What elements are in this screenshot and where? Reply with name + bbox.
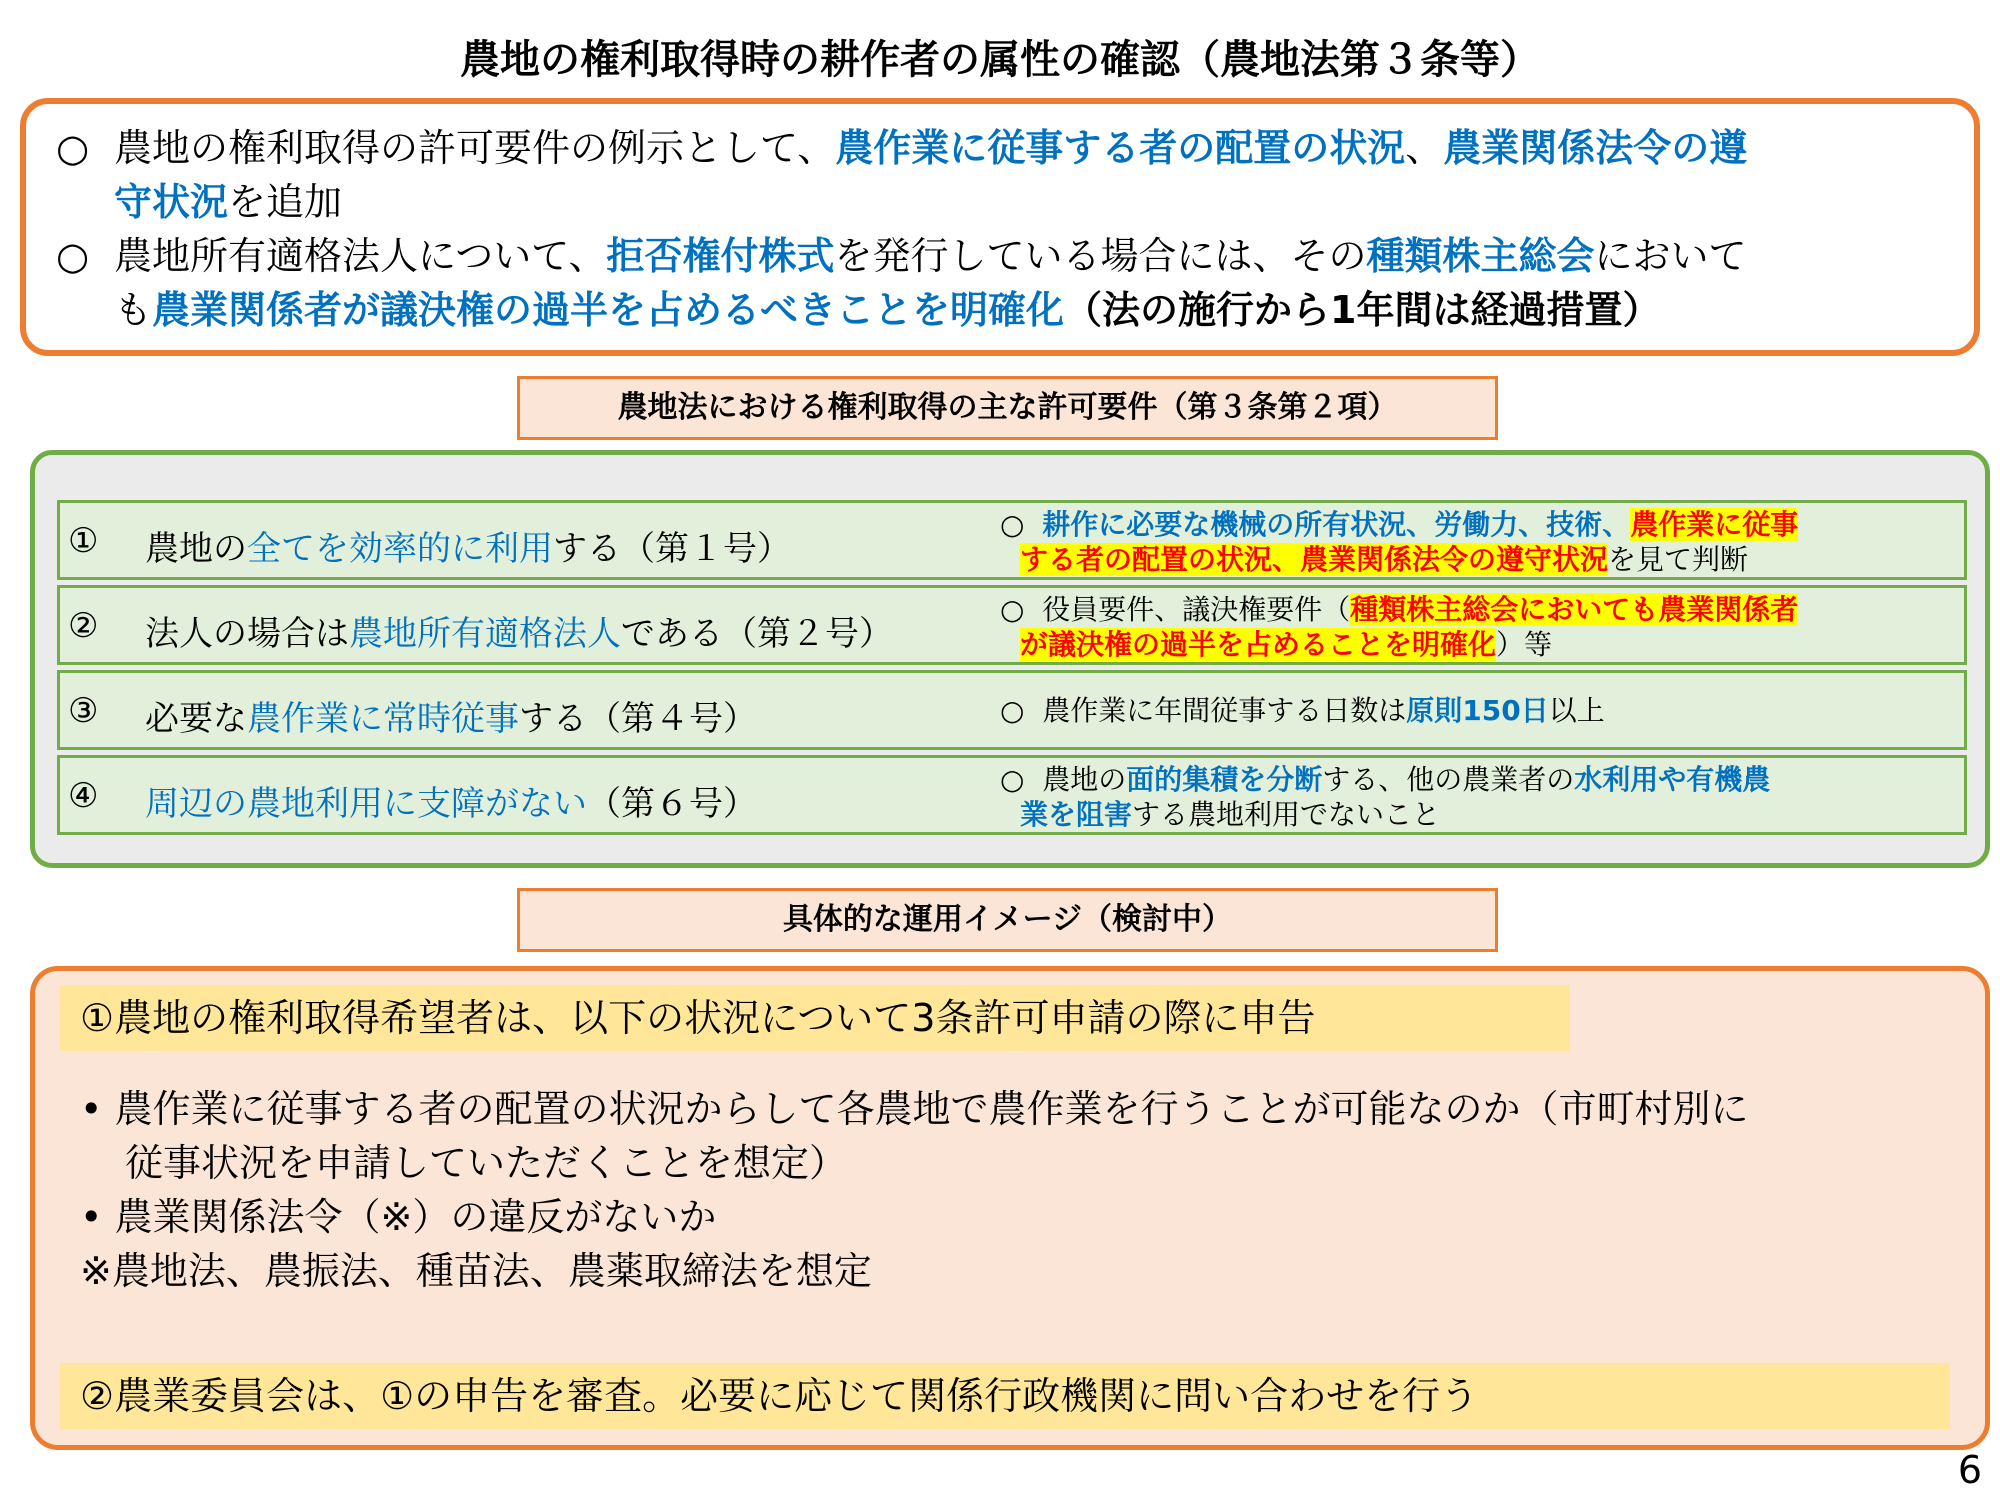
requirement-row-4	[57, 755, 1967, 835]
text: 農作業に年間従事する日数は	[1042, 694, 1407, 727]
note-line: ※農地法、農振法、種苗法、農薬取締法を想定	[80, 1249, 872, 1293]
text: 農地の	[145, 529, 247, 569]
step-1-bar: ①農地の権利取得希望者は、以下の状況について3条許可申請の際に申告	[60, 985, 1570, 1051]
text-emphasis: 水利用や有機農	[1574, 763, 1771, 796]
text-emphasis: 周辺の農地利用に支障がない	[145, 784, 587, 824]
step-2-bar: ②農業委員会は、①の申告を審査。必要に応じて関係行政機関に問い合わせを行う	[60, 1363, 1950, 1429]
row-number: ①	[68, 521, 99, 561]
text: 以上	[1548, 694, 1605, 727]
requirement-text	[145, 521, 791, 570]
text: も	[114, 288, 153, 332]
requirement-row-2	[57, 585, 1967, 665]
text-emphasis: 農地所有適格法人	[349, 614, 621, 654]
text: を発行している場合には、その	[834, 234, 1367, 278]
requirements-panel	[30, 450, 1990, 868]
bullet-circle: ○	[1000, 508, 1025, 541]
text-emphasis: 農業関係法令の遵	[1443, 126, 1748, 170]
text: ）等	[1496, 628, 1553, 661]
text: する（第１号）	[553, 529, 791, 569]
text: する（第４号）	[519, 699, 757, 739]
page-number: 6	[1957, 1448, 1982, 1492]
text: 必要な	[145, 699, 247, 739]
text-emphasis: 農作業に常時従事	[247, 699, 519, 739]
text-emphasis: 耕作に必要な機械の所有状況、労働力、技術、	[1042, 508, 1631, 541]
detail-line-2	[1000, 542, 1960, 577]
page-title: 農地の権利取得時の耕作者の属性の確認（農地法第３条等）	[460, 37, 1540, 83]
requirements-label: 農地法における権利取得の主な許可要件（第３条第２項）	[517, 376, 1498, 440]
text-emphasis: 面的集積を分断	[1126, 763, 1323, 796]
detail-line-2	[1000, 627, 1960, 662]
row-number: ④	[68, 776, 99, 816]
text-highlight: する者の配置の状況、農業関係法令の遵守状況	[1020, 543, 1609, 576]
bullet-circle: ○	[56, 126, 90, 170]
requirement-text	[145, 776, 757, 825]
text-emphasis: 農作業に従事する者の配置の状況	[835, 126, 1406, 170]
text-emphasis: 拒否権付株式	[606, 234, 835, 278]
bullet-1: • 農作業に従事する者の配置の状況からして各農地で農作業を行うことが可能なのか（市町村別に	[80, 1087, 1749, 1131]
summary-line-1	[56, 122, 1747, 174]
text-emphasis: 守状況	[114, 180, 229, 224]
text: （第６号）	[587, 784, 757, 824]
image-label: 具体的な運用イメージ（検討中）	[517, 888, 1498, 952]
bullet-circle: ○	[1000, 763, 1025, 796]
text: を見て判断	[1608, 543, 1749, 576]
text-note: （法の施行から1年間は経過措置）	[1064, 288, 1661, 332]
text-highlight: 農作業に従事	[1630, 508, 1799, 541]
text-highlight: が議決権の過半を占めることを明確化	[1020, 628, 1497, 661]
text: 農地所有適格法人について、	[114, 234, 607, 278]
text: 役員要件、議決権要件（	[1042, 593, 1351, 626]
text-emphasis: 原則150日	[1406, 694, 1549, 727]
row-number: ②	[68, 606, 99, 646]
text: 農地の	[1042, 763, 1127, 796]
text-emphasis: 種類株主総会	[1366, 234, 1595, 278]
bullet-circle: ○	[1000, 694, 1025, 727]
text: である（第２号）	[621, 614, 893, 654]
requirement-text	[145, 691, 757, 740]
text: 、	[1405, 126, 1444, 170]
detail-line-2	[1000, 797, 1960, 832]
summary-line-2	[114, 176, 342, 228]
bullet-circle: ○	[1000, 593, 1025, 626]
requirement-detail	[1000, 693, 1960, 728]
bullet-circle: ○	[56, 234, 90, 278]
operation-box	[30, 966, 1990, 1450]
text-emphasis: 業を阻害	[1020, 798, 1133, 831]
requirement-detail	[1000, 592, 1960, 662]
text-highlight: 種類株主総会においても農業関係者	[1350, 593, 1799, 626]
text: する農地利用でないこと	[1132, 798, 1441, 831]
requirement-row-1	[57, 500, 1967, 580]
summary-box	[20, 98, 1980, 356]
bullet-1-cont: 従事状況を申請していただくことを想定）	[125, 1141, 848, 1185]
text: 農地の権利取得の許可要件の例示として、	[114, 126, 836, 170]
text: 法人の場合は	[145, 614, 349, 654]
requirement-detail	[1000, 762, 1960, 832]
row-number: ③	[68, 691, 99, 731]
summary-line-3	[56, 230, 1747, 282]
requirement-detail	[1000, 507, 1960, 577]
bullet-2: • 農業関係法令（※）の違反がないか	[80, 1195, 717, 1239]
text-emphasis: 全てを効率的に利用	[247, 529, 553, 569]
requirement-text	[145, 606, 893, 655]
text-emphasis: 農業関係者が議決権の過半を占めるべきことを明確化	[152, 288, 1065, 332]
text: する、他の農業者の	[1322, 763, 1575, 796]
text: において	[1594, 234, 1747, 278]
requirement-row-3	[57, 670, 1967, 750]
summary-line-4	[114, 284, 1660, 336]
text: を追加	[228, 180, 343, 224]
